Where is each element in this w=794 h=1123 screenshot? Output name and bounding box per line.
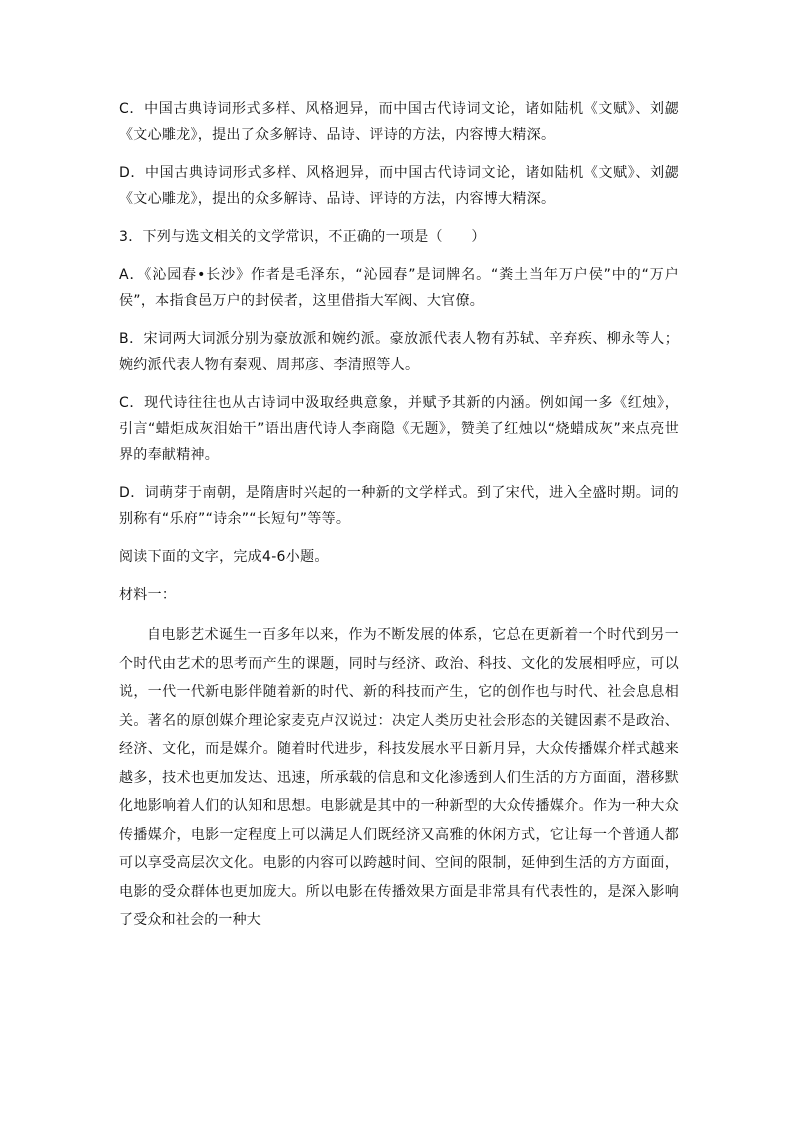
option-a-q3: A．《沁园春•长沙》作者是毛泽东，“沁园春”是词牌名。“粪土当年万户侯”中的“万户侯”，本指食邑万户的封侯者，这里借指大军阀、大官僚。 [119,267,679,309]
option-d-q3: D．词萌芽于南朝，是隋唐时兴起的一种新的文学样式。到了宋代，进入全盛时期。词的别称有“乐府”“诗余”“长短句”等等。 [119,485,679,527]
question-3-stem: 3．下列与选文相关的文学常识，不正确的一项是（ ） [119,229,486,245]
reading-instruction: 阅读下面的文字，完成4-6小题。 [119,549,329,565]
option-c-q3: C．现代诗往往也从古诗词中汲取经典意象，并赋予其新的内涵。例如闻一多《红烛》，引言“蜡炬成灰泪始干”语出唐代诗人李商隐《无题》，赞美了红烛以“烧蜡成灰”来点亮世界的奉献精神。 [119,395,679,463]
document-page [119,96,679,935]
option-b-q3: B．宋词两大词派分别为豪放派和婉约派。豪放派代表人物有苏轼、辛弃疾、柳永等人；婉约派代表人物有秦观、周邦彦、李清照等人。 [119,331,679,373]
material-label: 材料一： [119,587,177,603]
option-c-q2: C．中国古典诗词形式多样、风格迥异，而中国古代诗词文论，诸如陆机《文赋》、刘勰《文心雕龙》，提出了众多解诗、品诗、评诗的方法，内容博大精深。 [119,101,679,143]
reading-passage: 自电影艺术诞生一百多年以来，作为不断发展的体系，它总在更新着一个时代到另一个时代由艺术的思考而产生的课题，同时与经济、政治、科技、文化的发展相呼应，可以说，一代一代新电影伴随着新的时代、新的科技而产生，它的创作也与时代、社会息息相关。著名的原创媒介理论家麦克卢汉说过：决定人类历史社会形态的关键因素不是政治、经济、文化，而是媒介。随着时代进步，科技发展水平日新月异，大众传播媒介样式越来越多，技术也更加发达、迅速，所承载的信息和文化渗透到人们生活的方方面面，潜移默化地影响着人们的认知和思想。电影就是其中的一种新型的大众传播媒介。作为一种大众传播媒介，电影一定程度上可以满足人们既经济又高雅的休闲方式，它让每一个普通人都可以享受高层次文化。电影的内容可以跨越时间、空间的限制，延伸到生活的方方面面，电影的受众群体也更加庞大。所以电影在传播效果方面是非常具有代表性的，是深入影响了受众和社会的一种大 [119,627,679,928]
option-d-q2: D．中国古典诗词形式多样、风格迥异，而中国古代诗词文论，诸如陆机《文赋》、刘勰《文心雕龙》，提出的众多解诗、品诗、评诗的方法，内容博大精深。 [119,165,679,207]
